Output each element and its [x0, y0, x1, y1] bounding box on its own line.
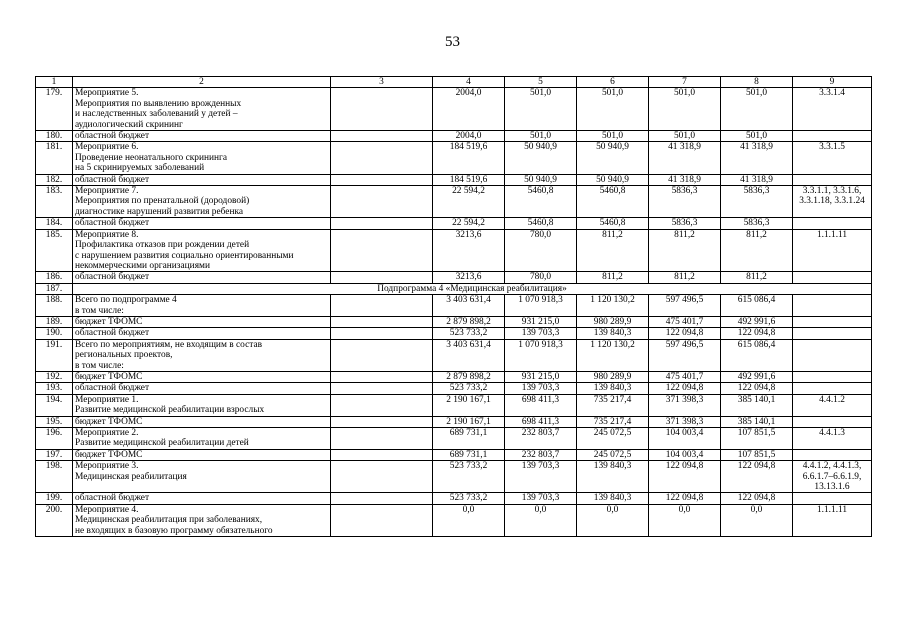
row-number: 191. — [36, 339, 73, 371]
row-description — [73, 88, 331, 131]
row-number: 181. — [36, 142, 73, 174]
amount-cell: 698 411,3 — [505, 416, 577, 427]
table-row — [36, 461, 872, 493]
description-line: областной бюджет — [75, 218, 150, 229]
column-3-cell — [331, 394, 433, 416]
column-3-cell — [331, 416, 433, 427]
row-description — [73, 339, 331, 371]
description-line: бюджет ТФОМС — [75, 449, 143, 460]
amount-cell: 2 190 167,1 — [433, 394, 505, 416]
description-line: областной бюджет — [75, 383, 150, 394]
description-line: аудиологический скрининг — [75, 119, 183, 130]
indicator-codes — [793, 504, 872, 536]
column-3-cell — [331, 428, 433, 450]
row-description — [73, 449, 331, 460]
description-line: областной бюджет — [75, 131, 150, 142]
table-row — [36, 416, 872, 427]
table-row — [36, 504, 872, 536]
column-header: 7 — [649, 77, 721, 88]
amount-cell: 689 731,1 — [433, 449, 505, 460]
amount-cell: 385 140,1 — [721, 416, 793, 427]
indicator-codes — [793, 339, 872, 371]
description-line: Проведение неонатального скрининга — [75, 152, 228, 163]
indicator-codes — [793, 328, 872, 339]
amount-cell: 41 318,9 — [721, 174, 793, 185]
row-description — [73, 394, 331, 416]
amount-cell: 523 733,2 — [433, 328, 505, 339]
column-header: 8 — [721, 77, 793, 88]
amount-cell: 50 940,9 — [505, 142, 577, 174]
amount-cell: 1 070 918,3 — [505, 295, 577, 317]
amount-cell: 735 217,4 — [577, 416, 649, 427]
indicator-codes — [793, 371, 872, 382]
description-line: не входящих в базовую программу обязательного — [75, 525, 273, 536]
amount-cell: 122 094,8 — [649, 328, 721, 339]
amount-cell: 139 703,3 — [505, 461, 577, 493]
indicator-codes — [793, 493, 872, 504]
column-3-cell — [331, 461, 433, 493]
description-line: в том числе: — [75, 360, 124, 371]
description-line: Развитие медицинской реабилитации детей — [75, 438, 249, 449]
amount-cell: 104 003,4 — [649, 428, 721, 450]
amount-cell: 615 086,4 — [721, 339, 793, 371]
table-row — [36, 339, 872, 371]
amount-cell: 22 594,2 — [433, 218, 505, 229]
indicator-code: 3.3.1.1, 3.3.1.6, — [802, 186, 862, 197]
row-number: 193. — [36, 383, 73, 394]
indicator-codes — [793, 449, 872, 460]
amount-cell: 5836,3 — [721, 218, 793, 229]
column-3-cell — [331, 449, 433, 460]
column-3-cell — [331, 142, 433, 174]
table-row — [36, 394, 872, 416]
row-description — [73, 383, 331, 394]
description-line: и наследственных заболеваний у детей – — [75, 109, 238, 120]
amount-cell: 492 991,6 — [721, 371, 793, 382]
row-description — [73, 371, 331, 382]
row-number: 187. — [36, 283, 73, 294]
amount-cell: 735 217,4 — [577, 394, 649, 416]
row-description — [73, 218, 331, 229]
amount-cell: 811,2 — [649, 229, 721, 272]
amount-cell: 245 072,5 — [577, 449, 649, 460]
amount-cell: 0,0 — [577, 504, 649, 536]
description-line: на 5 скринируемых заболеваний — [75, 163, 205, 174]
indicator-codes — [793, 316, 872, 327]
indicator-codes — [793, 394, 872, 416]
column-3-cell — [331, 295, 433, 317]
amount-cell: 931 215,0 — [505, 371, 577, 382]
indicator-codes — [793, 295, 872, 317]
budget-table — [35, 76, 872, 537]
indicator-code: 3.3.1.4 — [819, 88, 845, 99]
subprogram-heading: Подпрограмма 4 «Медицинская реабилитация» — [73, 283, 872, 294]
amount-cell: 501,0 — [649, 88, 721, 131]
row-number: 188. — [36, 295, 73, 317]
amount-cell: 104 003,4 — [649, 449, 721, 460]
table-row — [36, 371, 872, 382]
row-description — [73, 428, 331, 450]
amount-cell: 122 094,8 — [649, 383, 721, 394]
column-header: 3 — [331, 77, 433, 88]
table-row — [36, 229, 872, 272]
row-number: 180. — [36, 131, 73, 142]
amount-cell: 122 094,8 — [649, 493, 721, 504]
description-line: Медицинская реабилитация при заболеваниях, — [75, 515, 263, 526]
row-description — [73, 461, 331, 493]
amount-cell: 5836,3 — [649, 186, 721, 218]
row-description — [73, 174, 331, 185]
amount-cell: 980 289,9 — [577, 371, 649, 382]
description-line: областной бюджет — [75, 272, 150, 283]
amount-cell: 139 703,3 — [505, 328, 577, 339]
row-number: 200. — [36, 504, 73, 536]
amount-cell: 523 733,2 — [433, 383, 505, 394]
amount-cell: 501,0 — [721, 131, 793, 142]
row-description — [73, 272, 331, 283]
description-line: Мероприятие 8. — [75, 229, 139, 240]
amount-cell: 811,2 — [721, 229, 793, 272]
indicator-codes — [793, 272, 872, 283]
amount-cell: 232 803,7 — [505, 449, 577, 460]
row-description — [73, 504, 331, 536]
table-header-row — [36, 77, 872, 88]
amount-cell: 107 851,5 — [721, 449, 793, 460]
description-line: Мероприятие 5. — [75, 88, 139, 99]
table-body — [36, 77, 872, 537]
table-row — [36, 493, 872, 504]
row-number: 195. — [36, 416, 73, 427]
amount-cell: 139 703,3 — [505, 493, 577, 504]
description-line: Всего по мероприятиям, не входящим в состав — [75, 339, 263, 350]
table-row — [36, 272, 872, 283]
description-line: региональных проектов, — [75, 350, 173, 361]
table-row — [36, 428, 872, 450]
amount-cell: 122 094,8 — [721, 328, 793, 339]
description-line: в том числе: — [75, 305, 124, 316]
table-row — [36, 449, 872, 460]
amount-cell: 0,0 — [721, 504, 793, 536]
indicator-code: 3.3.1.5 — [819, 142, 845, 153]
amount-cell: 50 940,9 — [577, 174, 649, 185]
amount-cell: 3 403 631,4 — [433, 339, 505, 371]
table-row — [36, 88, 872, 131]
amount-cell: 3 403 631,4 — [433, 295, 505, 317]
amount-cell: 501,0 — [577, 131, 649, 142]
row-description — [73, 316, 331, 327]
description-line: областной бюджет — [75, 174, 150, 185]
indicator-code: 4.4.1.3 — [819, 428, 845, 438]
amount-cell: 1 070 918,3 — [505, 339, 577, 371]
description-line: Мероприятие 2. — [75, 428, 139, 438]
table-row — [36, 142, 872, 174]
amount-cell: 122 094,8 — [721, 461, 793, 493]
column-3-cell — [331, 174, 433, 185]
column-header: 4 — [433, 77, 505, 88]
column-3-cell — [331, 504, 433, 536]
column-3-cell — [331, 272, 433, 283]
description-line: Мероприятие 7. — [75, 186, 139, 197]
table-row — [36, 295, 872, 317]
amount-cell: 41 318,9 — [721, 142, 793, 174]
column-header: 9 — [793, 77, 872, 88]
row-number: 194. — [36, 394, 73, 416]
amount-cell: 0,0 — [433, 504, 505, 536]
amount-cell: 780,0 — [505, 272, 577, 283]
amount-cell: 1 120 130,2 — [577, 339, 649, 371]
indicator-codes — [793, 416, 872, 427]
amount-cell: 811,2 — [721, 272, 793, 283]
row-description — [73, 295, 331, 317]
amount-cell: 385 140,1 — [721, 394, 793, 416]
indicator-codes — [793, 428, 872, 450]
indicator-codes — [793, 186, 872, 218]
indicator-codes — [793, 218, 872, 229]
amount-cell: 615 086,4 — [721, 295, 793, 317]
indicator-code: 4.4.1.2, 4.4.1.3, — [802, 461, 862, 472]
indicator-code: 6.6.1.7–6.6.1.9, — [802, 471, 862, 482]
amount-cell: 5460,8 — [505, 186, 577, 218]
amount-cell: 0,0 — [505, 504, 577, 536]
description-line: Медицинская реабилитация — [75, 471, 187, 482]
amount-cell: 501,0 — [649, 131, 721, 142]
amount-cell: 5460,8 — [505, 218, 577, 229]
description-line: Мероприятие 6. — [75, 142, 139, 153]
amount-cell: 5836,3 — [649, 218, 721, 229]
row-number: 183. — [36, 186, 73, 218]
amount-cell: 122 094,8 — [721, 383, 793, 394]
amount-cell: 811,2 — [649, 272, 721, 283]
description-line: областной бюджет — [75, 493, 150, 504]
row-number: 185. — [36, 229, 73, 272]
indicator-codes — [793, 142, 872, 174]
row-number: 182. — [36, 174, 73, 185]
table-row — [36, 328, 872, 339]
amount-cell: 501,0 — [721, 88, 793, 131]
amount-cell: 523 733,2 — [433, 461, 505, 493]
amount-cell: 1 120 130,2 — [577, 295, 649, 317]
amount-cell: 139 840,3 — [577, 461, 649, 493]
table-row — [36, 174, 872, 185]
column-3-cell — [331, 186, 433, 218]
row-number: 192. — [36, 371, 73, 382]
column-3-cell — [331, 493, 433, 504]
column-header: 5 — [505, 77, 577, 88]
row-number: 199. — [36, 493, 73, 504]
row-number: 189. — [36, 316, 73, 327]
amount-cell: 371 398,3 — [649, 416, 721, 427]
indicator-code: 4.4.1.2 — [819, 394, 845, 405]
amount-cell: 0,0 — [649, 504, 721, 536]
amount-cell: 980 289,9 — [577, 316, 649, 327]
amount-cell: 492 991,6 — [721, 316, 793, 327]
description-line: бюджет ТФОМС — [75, 416, 143, 427]
table-row — [36, 283, 872, 294]
amount-cell: 41 318,9 — [649, 142, 721, 174]
column-3-cell — [331, 371, 433, 382]
row-number: 196. — [36, 428, 73, 450]
amount-cell: 931 215,0 — [505, 316, 577, 327]
indicator-codes — [793, 174, 872, 185]
amount-cell: 139 840,3 — [577, 383, 649, 394]
amount-cell: 698 411,3 — [505, 394, 577, 416]
table-row — [36, 186, 872, 218]
amount-cell: 501,0 — [505, 88, 577, 131]
amount-cell: 41 318,9 — [649, 174, 721, 185]
description-line: Профилактика отказов при рождении детей — [75, 240, 250, 251]
amount-cell: 475 401,7 — [649, 371, 721, 382]
description-line: Мероприятие 3. — [75, 461, 139, 472]
description-line: Мероприятия по выявлению врожденных — [75, 98, 242, 109]
column-3-cell — [331, 131, 433, 142]
row-number: 179. — [36, 88, 73, 131]
amount-cell: 689 731,1 — [433, 428, 505, 450]
row-description — [73, 416, 331, 427]
amount-cell: 523 733,2 — [433, 493, 505, 504]
table-row — [36, 383, 872, 394]
column-3-cell — [331, 383, 433, 394]
row-description — [73, 186, 331, 218]
row-number: 190. — [36, 328, 73, 339]
amount-cell: 2004,0 — [433, 131, 505, 142]
row-description — [73, 142, 331, 174]
amount-cell: 811,2 — [577, 229, 649, 272]
description-line: диагностике нарушений развития ребенка — [75, 206, 244, 217]
amount-cell: 811,2 — [577, 272, 649, 283]
amount-cell: 122 094,8 — [721, 493, 793, 504]
amount-cell: 597 496,5 — [649, 339, 721, 371]
amount-cell: 501,0 — [505, 131, 577, 142]
amount-cell: 2 879 898,2 — [433, 316, 505, 327]
description-line: с нарушением развития социально ориентированными — [75, 250, 294, 261]
column-3-cell — [331, 229, 433, 272]
indicator-codes — [793, 131, 872, 142]
indicator-codes — [793, 383, 872, 394]
amount-cell: 5460,8 — [577, 218, 649, 229]
description-line: бюджет ТФОМС — [75, 316, 143, 327]
table-row — [36, 316, 872, 327]
indicator-code: 1.1.1.11 — [816, 504, 848, 515]
row-number: 198. — [36, 461, 73, 493]
description-line: Всего по подпрограмме 4 — [75, 295, 177, 306]
indicator-codes — [793, 88, 872, 131]
page-number: 53 — [445, 34, 460, 50]
column-3-cell — [331, 328, 433, 339]
amount-cell: 780,0 — [505, 229, 577, 272]
amount-cell: 139 840,3 — [577, 493, 649, 504]
amount-cell: 5836,3 — [721, 186, 793, 218]
amount-cell: 184 519,6 — [433, 142, 505, 174]
amount-cell: 50 940,9 — [577, 142, 649, 174]
row-description — [73, 493, 331, 504]
amount-cell: 22 594,2 — [433, 186, 505, 218]
description-line: Мероприятие 1. — [75, 394, 139, 405]
amount-cell: 50 940,9 — [505, 174, 577, 185]
indicator-code: 1.1.1.11 — [816, 229, 848, 240]
amount-cell: 184 519,6 — [433, 174, 505, 185]
indicator-code: 13.13.1.6 — [814, 482, 850, 493]
description-line: некоммерческими организациями — [75, 260, 210, 271]
amount-cell: 139 840,3 — [577, 328, 649, 339]
row-number: 197. — [36, 449, 73, 460]
column-3-cell — [331, 218, 433, 229]
column-3-cell — [331, 88, 433, 131]
amount-cell: 3213,6 — [433, 229, 505, 272]
amount-cell: 371 398,3 — [649, 394, 721, 416]
column-header: 2 — [73, 77, 331, 88]
amount-cell: 122 094,8 — [649, 461, 721, 493]
amount-cell: 2004,0 — [433, 88, 505, 131]
column-header: 1 — [36, 77, 73, 88]
amount-cell: 139 703,3 — [505, 383, 577, 394]
amount-cell: 5460,8 — [577, 186, 649, 218]
row-description — [73, 328, 331, 339]
table-row — [36, 218, 872, 229]
indicator-code: 3.3.1.18, 3.3.1.24 — [799, 196, 865, 207]
row-number: 186. — [36, 272, 73, 283]
amount-cell: 501,0 — [577, 88, 649, 131]
description-line: областной бюджет — [75, 328, 150, 339]
description-line: Мероприятие 4. — [75, 504, 139, 515]
amount-cell: 232 803,7 — [505, 428, 577, 450]
description-line: Развитие медицинской реабилитации взрослых — [75, 405, 265, 416]
amount-cell: 107 851,5 — [721, 428, 793, 450]
column-header: 6 — [577, 77, 649, 88]
description-line: Мероприятия по пренатальной (дородовой) — [75, 196, 250, 207]
amount-cell: 2 879 898,2 — [433, 371, 505, 382]
indicator-codes — [793, 461, 872, 493]
row-number: 184. — [36, 218, 73, 229]
amount-cell: 3213,6 — [433, 272, 505, 283]
indicator-codes — [793, 229, 872, 272]
row-description — [73, 229, 331, 272]
table-row — [36, 131, 872, 142]
column-3-cell — [331, 339, 433, 371]
row-description — [73, 131, 331, 142]
amount-cell: 245 072,5 — [577, 428, 649, 450]
column-3-cell — [331, 316, 433, 327]
amount-cell: 475 401,7 — [649, 316, 721, 327]
description-line: бюджет ТФОМС — [75, 371, 143, 382]
amount-cell: 2 190 167,1 — [433, 416, 505, 427]
amount-cell: 597 496,5 — [649, 295, 721, 317]
